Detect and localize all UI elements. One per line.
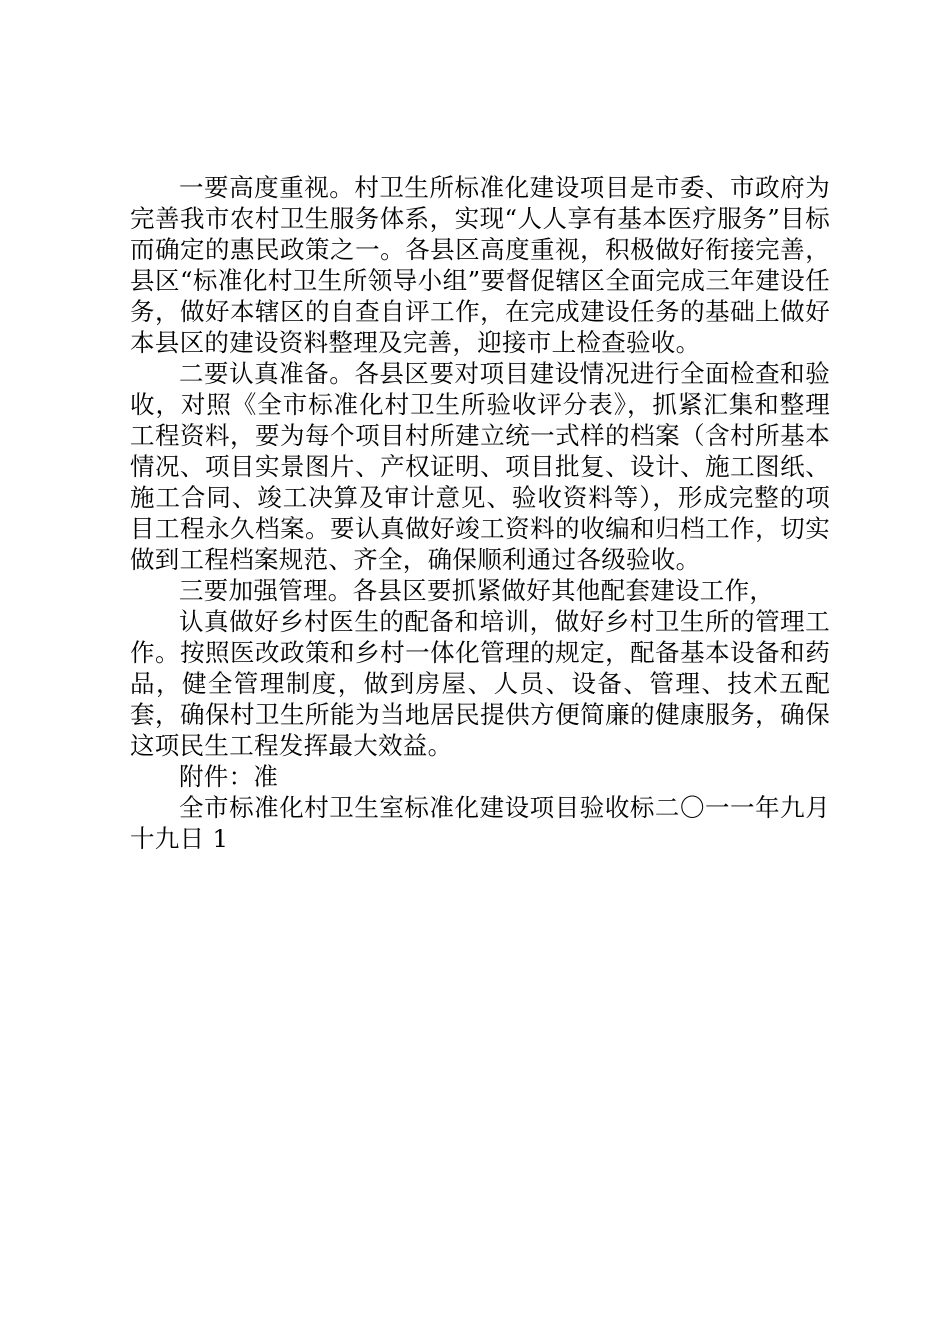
paragraph-preparation: 二要认真准备。各县区要对项目建设情况进行全面检查和验收，对照《全市标准化村卫生所验收评分表》，抓紧汇集和整理工程资料，要为每个项目村所建立统一式样的档案（含村所基本情况、项目实景图片、产权证明、项目批复、设计、施工图纸、施工合同、竣工决算及审计意见、验收资料等），形成完整的项目工程永久档案。要认真做好竣工资料的收编和归档工作，切实做到工程档案规范、齐全，确保顺利通过各级验收。 (130, 359, 830, 574)
attachment-title-and-date: 全市标准化村卫生室标准化建设项目验收标二〇一一年九月十九日 1 (130, 793, 830, 853)
paragraph-importance: 一要高度重视。村卫生所标准化建设项目是市委、市政府为完善我市农村卫生服务体系，实现“人人享有基本医疗服务”目标而确定的惠民政策之一。各县区高度重视，积极做好衔接完善，县区“标准化村卫生所领导小组”要督促辖区全面完成三年建设任务，做好本辖区的自查自评工作，在完成建设任务的基础上做好本县区的建设资料整理及完善，迎接市上检查验收。 (130, 173, 830, 357)
paragraph-management-detail: 认真做好乡村医生的配备和培训，做好乡村卫生所的管理工作。按照医改政策和乡村一体化管理的规定，配备基本设备和药品，健全管理制度，做到房屋、人员、设备、管理、技术五配套，确保村卫生所能为当地居民提供方便简廉的健康服务，确保这项民生工程发挥最大效益。 (130, 607, 830, 760)
document-body (130, 172, 830, 854)
attachment-label: 附件：准 (179, 762, 279, 791)
paragraph-management-intro: 三要加强管理。各县区要抓紧做好其他配套建设工作， (179, 576, 775, 605)
